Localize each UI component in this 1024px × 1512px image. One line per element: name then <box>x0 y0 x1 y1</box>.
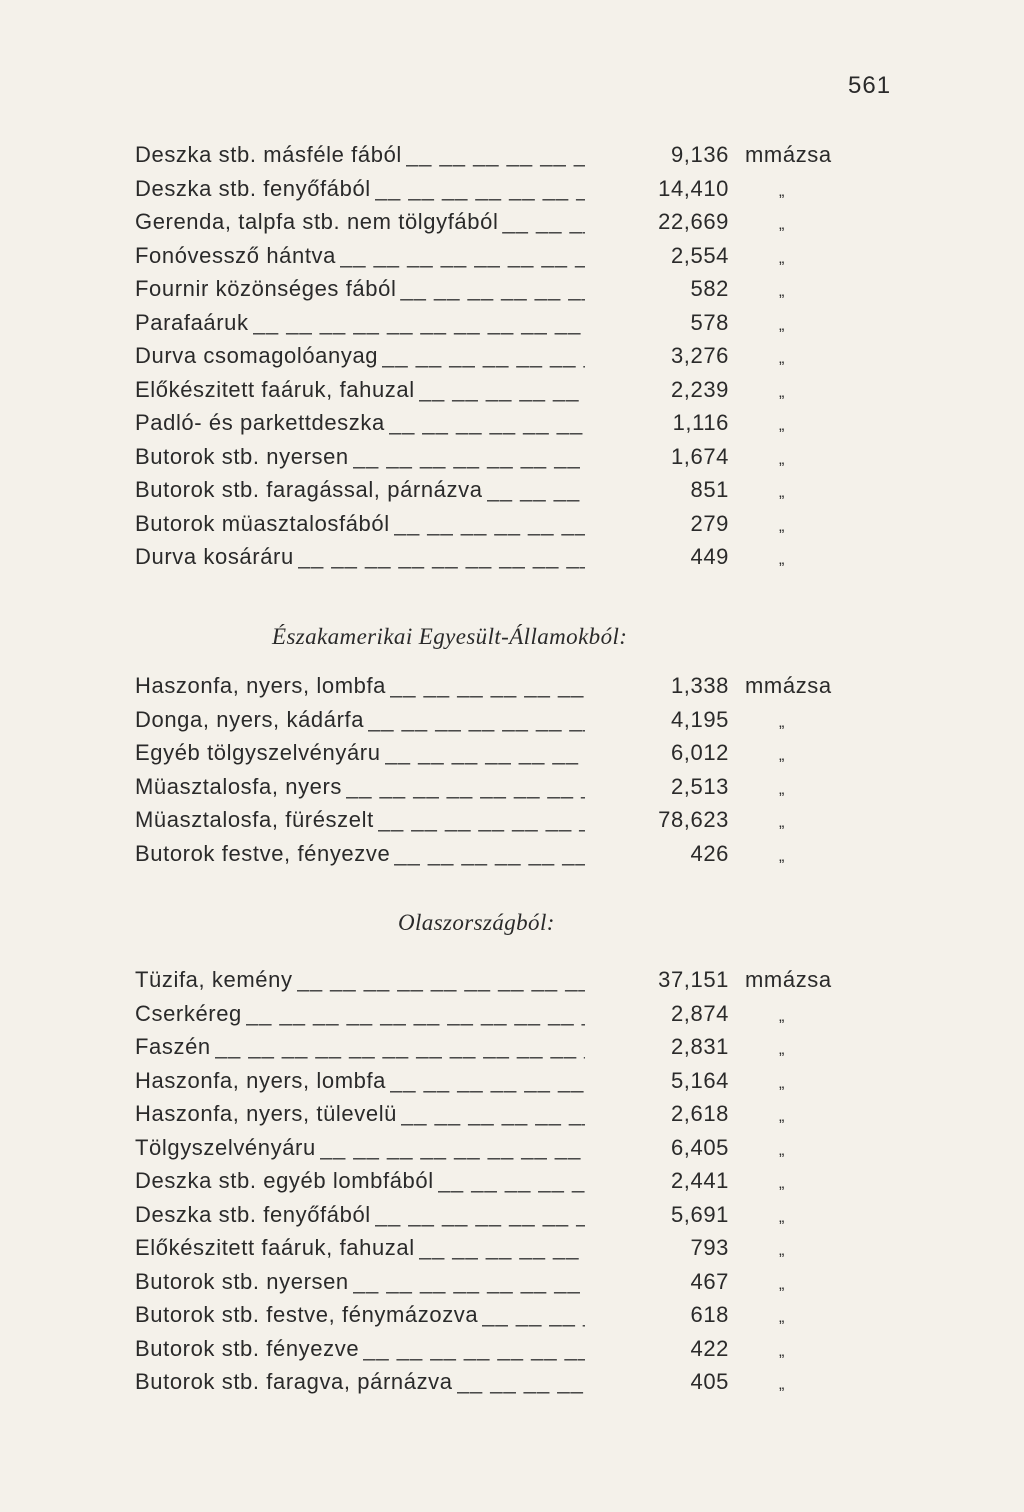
dot-leader <box>253 310 585 336</box>
row-label-cell <box>135 142 589 168</box>
dot-leader <box>297 967 585 993</box>
row-label-cell <box>135 544 589 570</box>
row-value: 2,513 <box>670 773 729 799</box>
row-value: 2,554 <box>670 242 729 268</box>
row-value: 22,669 <box>658 209 729 234</box>
row-unit: „ <box>779 551 785 568</box>
table-row <box>135 477 855 511</box>
row-label-cell <box>135 1336 589 1362</box>
row-label-cell <box>135 477 589 503</box>
table-row <box>135 1101 855 1135</box>
row-unit: „ <box>779 1242 785 1259</box>
row-value: 279 <box>690 510 729 536</box>
dot-leader <box>363 1336 585 1362</box>
dot-leader <box>419 377 585 403</box>
row-unit: „ <box>779 780 785 798</box>
row-label-cell <box>135 209 589 235</box>
table-row <box>135 807 855 841</box>
row-label: Deszka stb. egyéb lombfából <box>135 1168 434 1193</box>
row-label: Haszonfa, nyers, tülevelü <box>135 1101 398 1126</box>
row-unit: mmázsa <box>745 967 832 992</box>
dot-leader <box>419 1235 585 1261</box>
row-unit: „ <box>779 1041 785 1058</box>
row-label-cell <box>135 511 589 537</box>
table-row <box>135 1135 855 1169</box>
row-label-cell <box>135 707 589 733</box>
row-unit: „ <box>779 713 785 731</box>
dot-leader <box>382 343 585 369</box>
row-value: 2,874 <box>670 1000 729 1026</box>
table-row <box>135 967 855 1001</box>
table-row <box>135 544 855 578</box>
row-label: Durva kosáráru <box>135 544 294 569</box>
row-label-cell <box>135 807 589 833</box>
row-label: Parafaáruk <box>135 309 249 335</box>
row-label-cell <box>135 1168 589 1194</box>
row-unit: „ <box>779 417 785 434</box>
row-value: 793 <box>690 1235 729 1260</box>
row-unit: mmázsa <box>745 673 832 698</box>
dot-leader <box>298 544 585 570</box>
row-value: 1,674 <box>670 443 729 469</box>
table-row <box>135 1168 855 1202</box>
table-row <box>135 1034 855 1068</box>
row-value: 4,195 <box>670 706 729 732</box>
table-row <box>135 511 855 545</box>
row-label: Egyéb tölgyszelvényáru <box>135 740 381 765</box>
dot-leader <box>457 1369 585 1395</box>
row-unit: „ <box>779 1007 785 1025</box>
row-unit: „ <box>779 1074 785 1092</box>
row-label-cell <box>135 343 589 369</box>
row-value: 1,116 <box>672 410 729 435</box>
row-unit: „ <box>779 484 785 501</box>
row-value: 422 <box>690 1335 729 1361</box>
row-label-cell <box>135 967 589 993</box>
table-row <box>135 774 855 808</box>
row-label: Butorok stb. faragással, párnázva <box>135 477 483 502</box>
row-label: Tölgyszelvényáru <box>135 1134 316 1160</box>
table-row <box>135 176 855 210</box>
row-value: 2,618 <box>670 1101 729 1126</box>
dot-leader <box>320 1135 585 1161</box>
dot-leader <box>246 1001 585 1027</box>
table-row <box>135 209 855 243</box>
row-label: Butorok stb. faragva, párnázva <box>135 1369 453 1394</box>
row-unit: „ <box>779 847 785 865</box>
page-number: 561 <box>848 72 892 99</box>
row-label: Padló- és parkettdeszka <box>135 410 385 435</box>
row-label: Donga, nyers, kádárfa <box>135 706 365 732</box>
table-row <box>135 707 855 741</box>
row-label-cell <box>135 1269 589 1295</box>
row-label-cell <box>135 243 589 269</box>
dot-leader <box>385 740 585 766</box>
table-row <box>135 841 855 875</box>
row-value: 2,239 <box>670 376 729 402</box>
row-value: 449 <box>690 544 729 569</box>
row-label-cell <box>135 1101 589 1127</box>
table-row <box>135 410 855 444</box>
row-label-cell <box>135 410 589 436</box>
table-row <box>135 343 855 377</box>
dot-leader <box>390 1068 585 1094</box>
row-label: Fonóvessző hántva <box>135 242 336 268</box>
dot-leader <box>389 410 585 436</box>
row-label: Tüzifa, kemény <box>135 967 293 992</box>
dot-leader <box>487 477 585 503</box>
row-list <box>135 967 855 1403</box>
dot-leader <box>346 774 585 800</box>
row-label-cell <box>135 1235 589 1261</box>
row-label: Gerenda, talpfa stb. nem tölgyfából <box>135 209 499 234</box>
row-unit: „ <box>779 216 785 233</box>
row-value: 851 <box>690 477 729 502</box>
table-row <box>135 673 855 707</box>
row-value: 78,623 <box>658 807 729 832</box>
row-label: Deszka stb. fenyőfából <box>135 175 371 201</box>
row-label-cell <box>135 1034 589 1060</box>
row-unit: „ <box>779 283 785 300</box>
row-unit: „ <box>779 383 785 401</box>
row-label-cell <box>135 377 589 403</box>
row-label-cell <box>135 841 589 867</box>
dot-leader <box>406 142 585 168</box>
table-row <box>135 1202 855 1236</box>
row-value: 6,405 <box>670 1134 729 1160</box>
table-row <box>135 740 855 774</box>
row-label: Cserkéreg <box>135 1000 242 1026</box>
row-label: Butorok stb. fényezve <box>135 1335 360 1361</box>
row-unit: „ <box>779 1275 785 1293</box>
row-label: Müasztalosfa, fürészelt <box>135 807 374 832</box>
dot-leader <box>353 1269 585 1295</box>
row-value: 3,276 <box>670 343 729 368</box>
row-label-cell <box>135 444 589 470</box>
table-row <box>135 1235 855 1269</box>
row-label: Előkészitett faáruk, fahuzal <box>135 376 415 402</box>
row-value: 2,831 <box>670 1034 729 1059</box>
row-label-cell <box>135 1302 589 1328</box>
row-unit: „ <box>779 1208 785 1226</box>
dot-leader <box>215 1034 585 1060</box>
row-unit: „ <box>779 1108 785 1125</box>
row-label: Butorok stb. festve, fénymázozva <box>135 1302 479 1327</box>
row-label-cell <box>135 1369 589 1395</box>
row-label: Müasztalosfa, nyers <box>135 773 343 799</box>
row-label: Butorok stb. nyersen <box>135 1268 349 1294</box>
row-unit: „ <box>779 517 785 535</box>
table-row <box>135 243 855 277</box>
row-value: 405 <box>690 1369 729 1394</box>
dot-leader <box>394 511 585 537</box>
row-label-cell <box>135 1068 589 1094</box>
row-unit: „ <box>779 249 785 267</box>
dot-leader <box>368 707 585 733</box>
row-label-cell <box>135 1001 589 1027</box>
table-row <box>135 1369 855 1403</box>
row-unit: „ <box>779 1342 785 1360</box>
table-row <box>135 1001 855 1035</box>
row-value: 5,164 <box>670 1067 729 1093</box>
dot-leader <box>400 276 585 302</box>
row-unit: „ <box>779 350 785 367</box>
row-value: 467 <box>690 1268 729 1294</box>
row-value: 6,012 <box>670 740 729 765</box>
table-row <box>135 1068 855 1102</box>
row-value: 426 <box>690 840 729 866</box>
row-label-cell <box>135 740 589 766</box>
dot-leader <box>375 176 585 202</box>
dot-leader <box>353 444 585 470</box>
row-value: 582 <box>690 276 729 301</box>
dot-leader <box>502 209 585 235</box>
row-unit: „ <box>779 1175 785 1192</box>
row-label: Deszka stb. fenyőfából <box>135 1201 371 1227</box>
section-heading-usa: Északamerikai Egyesült-Államokból: <box>272 624 628 649</box>
row-label-cell <box>135 673 589 699</box>
row-unit: mmázsa <box>745 142 832 167</box>
row-label: Faszén <box>135 1034 211 1059</box>
table-row <box>135 276 855 310</box>
row-label-cell <box>135 276 589 302</box>
row-label: Deszka stb. másféle fából <box>135 142 402 167</box>
row-value: 618 <box>690 1302 729 1327</box>
section-italy <box>135 967 855 1403</box>
row-label: Butorok müasztalosfából <box>135 510 390 536</box>
row-unit: „ <box>779 1376 785 1393</box>
row-value: 37,151 <box>658 967 729 992</box>
row-unit: „ <box>779 182 785 200</box>
table-row <box>135 310 855 344</box>
dot-leader <box>401 1101 585 1127</box>
dot-leader <box>482 1302 585 1328</box>
table-row <box>135 444 855 478</box>
dot-leader <box>438 1168 585 1194</box>
row-label: Haszonfa, nyers, lombfa <box>135 1067 387 1093</box>
row-unit: „ <box>779 316 785 334</box>
table-row <box>135 142 855 176</box>
row-label-cell <box>135 1202 589 1228</box>
row-unit: „ <box>779 814 785 831</box>
row-value: 9,136 <box>670 142 729 167</box>
section-heading-italy: Olaszországból: <box>398 910 555 935</box>
row-label: Durva csomagolóanyag <box>135 343 379 368</box>
row-label: Fournir közönséges fából <box>135 276 397 301</box>
dot-leader <box>394 841 585 867</box>
row-value: 2,441 <box>670 1168 729 1193</box>
row-list <box>135 673 855 874</box>
row-unit: „ <box>779 1141 785 1159</box>
row-unit: „ <box>779 450 785 468</box>
table-row <box>135 1302 855 1336</box>
section-general <box>135 142 855 578</box>
row-label: Előkészitett faáruk, fahuzal <box>135 1235 415 1260</box>
row-label-cell <box>135 310 589 336</box>
row-value: 5,691 <box>670 1201 729 1227</box>
row-value: 14,410 <box>658 175 729 201</box>
dot-leader <box>378 807 585 833</box>
row-label-cell <box>135 1135 589 1161</box>
row-label: Haszonfa, nyers, lombfa <box>135 673 387 698</box>
section-usa <box>135 673 855 874</box>
row-unit: „ <box>779 1309 785 1326</box>
table-row <box>135 377 855 411</box>
row-label: Butorok festve, fényezve <box>135 840 391 866</box>
row-value: 578 <box>690 309 729 335</box>
table-row <box>135 1336 855 1370</box>
row-value: 1,338 <box>670 673 729 698</box>
row-label: Butorok stb. nyersen <box>135 443 349 469</box>
row-label-cell <box>135 176 589 202</box>
dot-leader <box>340 243 585 269</box>
dot-leader <box>375 1202 585 1228</box>
row-unit: „ <box>779 747 785 764</box>
row-list <box>135 142 855 578</box>
dot-leader <box>390 673 585 699</box>
row-label-cell <box>135 774 589 800</box>
table-row <box>135 1269 855 1303</box>
